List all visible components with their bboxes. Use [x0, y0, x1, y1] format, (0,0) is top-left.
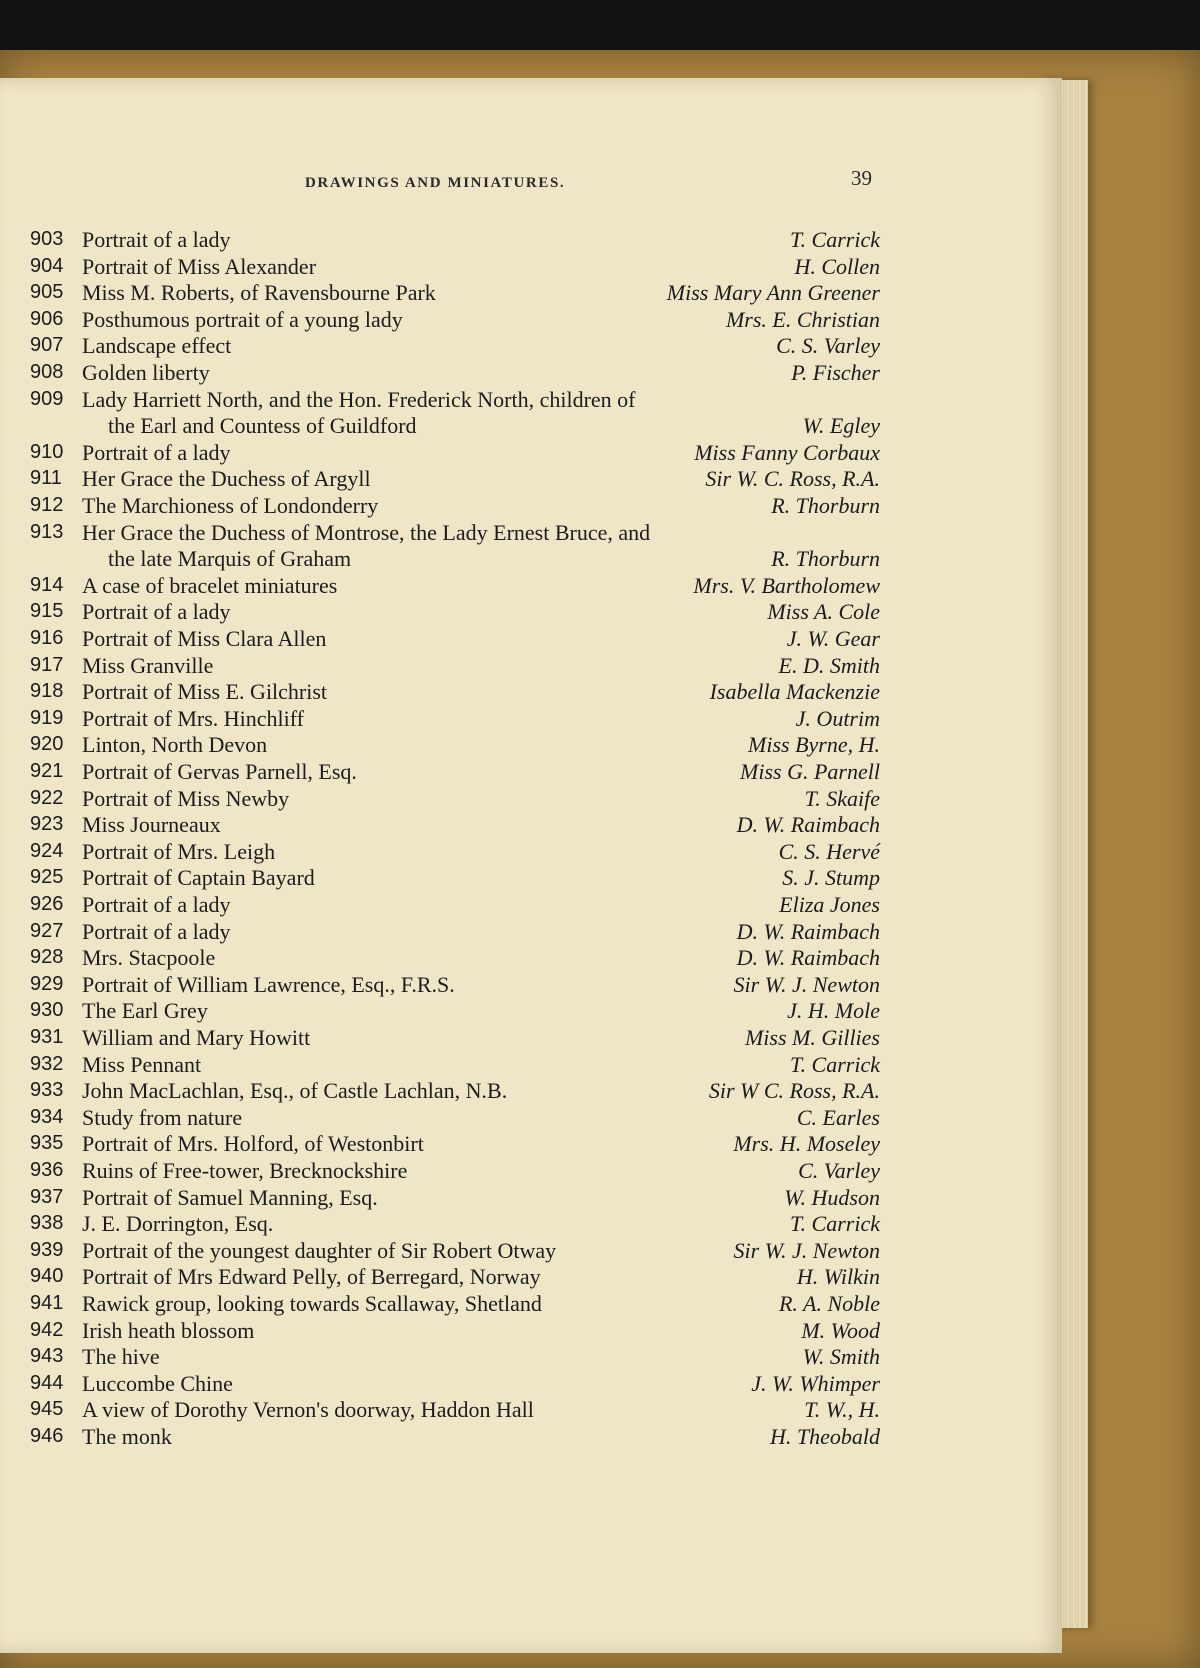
entry-title-continued: the late Marquis of Graham	[108, 546, 352, 572]
entry-number: 911	[30, 467, 62, 490]
entry-artist: H. Collen	[794, 253, 880, 279]
entry-number: 943	[30, 1345, 64, 1368]
catalogue-entry	[30, 332, 890, 359]
entry-title: Portrait of Miss Clara Allen	[82, 626, 327, 651]
entry-artist: S. J. Stump	[782, 865, 880, 891]
entry-title: Posthumous portrait of a young lady	[82, 306, 403, 332]
catalogue-entry	[30, 1077, 890, 1104]
entry-title: Ruins of Free-tower, Brecknockshire	[82, 1158, 408, 1183]
entry-title: J. E. Dorrington, Esq.	[82, 1211, 274, 1237]
entry-title: Miss M. Roberts, of Ravensbourne Park	[82, 280, 436, 306]
entry-title: Portrait of a lady	[82, 918, 231, 944]
catalogue-entry	[30, 226, 890, 253]
entry-number: 920	[30, 733, 64, 756]
catalogue-entry	[30, 598, 890, 625]
catalogue-entry	[30, 439, 890, 466]
entry-title: Mrs. Stacpoole	[82, 945, 216, 971]
entry-title: Miss Journeaux	[82, 812, 221, 838]
entry-number: 923	[30, 813, 64, 836]
catalogue-entry	[30, 705, 890, 732]
entry-artist: W. Egley	[802, 413, 880, 439]
entry-artist: J. Outrim	[795, 705, 880, 731]
entry-number: 929	[30, 972, 64, 995]
page-number: 39	[851, 166, 872, 190]
entry-artist: T. Carrick	[789, 227, 880, 252]
catalogue-entry	[30, 1396, 890, 1423]
entry-number: 914	[30, 573, 64, 596]
catalogue-entry	[30, 731, 890, 758]
entry-artist: D. W. Raimbach	[736, 945, 880, 971]
entry-number: 944	[30, 1371, 64, 1394]
entry-title: Portrait of a lady	[82, 892, 231, 917]
entry-number: 930	[30, 999, 64, 1022]
catalogue-entry	[30, 1104, 890, 1131]
entry-artist: Mrs. E. Christian	[725, 306, 880, 332]
entry-number: 945	[30, 1398, 64, 1421]
entry-number: 934	[30, 1105, 64, 1128]
entry-title: Portrait of Gervas Parnell, Esq.	[82, 759, 357, 784]
entry-artist: Isabella Mackenzie	[709, 679, 880, 705]
catalogue-entry	[30, 625, 890, 652]
entry-artist: C. S. Hervé	[778, 838, 880, 864]
entry-artist: W. Hudson	[784, 1184, 880, 1210]
entry-artist: D. W. Raimbach	[736, 812, 880, 838]
entry-number: 910	[30, 440, 64, 463]
entry-artist: D. W. Raimbach	[736, 918, 880, 944]
entry-artist: Sir W C. Ross, R.A.	[708, 1078, 880, 1104]
catalogue-entry	[30, 1317, 890, 1344]
entry-title: Portrait of William Lawrence, Esq., F.R.S.	[82, 971, 455, 997]
catalogue-entry	[30, 785, 890, 812]
entry-artist: R. A. Noble	[778, 1291, 880, 1316]
catalogue-entry	[30, 1343, 890, 1370]
entry-number: 917	[30, 653, 64, 676]
page-header: DRAWINGS AND MINIATURES.	[305, 175, 566, 191]
catalogue-entry	[30, 1024, 890, 1051]
entry-title: Luccombe Chine	[82, 1370, 233, 1396]
entry-number: 919	[30, 706, 64, 729]
catalogue-entry	[30, 1423, 890, 1450]
entry-title: Irish heath blossom	[82, 1317, 255, 1343]
catalogue-entry	[30, 971, 890, 998]
entry-number: 931	[30, 1026, 64, 1048]
entry-title-continued: the Earl and Countess of Guildford	[108, 413, 417, 439]
catalogue-entry	[30, 279, 890, 306]
entry-artist: E. D. Smith	[778, 652, 880, 678]
entry-title: Portrait of Miss Alexander	[82, 253, 317, 279]
entry-number: 924	[30, 839, 64, 862]
entry-artist: W. Smith	[802, 1344, 880, 1370]
catalogue-entry	[30, 1157, 890, 1184]
catalogue-entry	[30, 465, 890, 492]
catalogue-entry	[30, 1184, 890, 1211]
entry-artist: Miss M. Gillies	[744, 1025, 880, 1050]
entry-artist: Miss Mary Ann Greener	[666, 280, 880, 306]
entry-title: Miss Granville	[82, 652, 214, 678]
catalogue-entry	[30, 918, 890, 945]
entry-artist: Sir W. J. Newton	[733, 971, 880, 997]
entry-artist: C. S. Varley	[776, 333, 880, 359]
entry-number: 927	[30, 919, 64, 942]
entry-title: Landscape effect	[82, 333, 232, 359]
entry-title: Portrait of Mrs. Hinchliff	[82, 705, 305, 731]
entry-artist: Mrs. V. Bartholomew	[693, 572, 880, 598]
entry-number: 933	[30, 1079, 64, 1102]
entry-artist: Miss G. Parnell	[740, 759, 880, 784]
entry-number: 938	[30, 1212, 64, 1235]
entry-title: Portrait of a lady	[82, 439, 231, 465]
entry-title: A view of Dorothy Vernon's doorway, Haddon Hall	[82, 1397, 534, 1423]
entry-artist: C. Varley	[798, 1158, 880, 1183]
entry-number: 907	[30, 334, 64, 357]
entry-artist: J. W. Whimper	[751, 1370, 880, 1396]
entry-artist: T. Carrick	[789, 1051, 880, 1077]
entry-artist: M. Wood	[801, 1317, 880, 1343]
entry-title: The hive	[82, 1344, 160, 1370]
catalogue-entry	[30, 519, 890, 546]
entry-number: 905	[30, 281, 64, 304]
entry-title: Study from nature	[82, 1104, 243, 1130]
entry-artist: Mrs. H. Moseley	[733, 1131, 880, 1157]
catalogue-entry	[30, 1130, 890, 1157]
catalogue-entry	[30, 1370, 890, 1397]
entry-title: John MacLachlan, Esq., of Castle Lachlan, N.B.	[82, 1078, 508, 1104]
entry-title: Portrait of a lady	[82, 599, 231, 625]
entry-number: 918	[30, 680, 64, 703]
entry-title: William and Mary Howitt	[82, 1025, 311, 1050]
catalogue-entry	[30, 864, 890, 891]
entry-title: The Marchioness of Londonderry	[82, 493, 379, 518]
entry-title: Portrait of Captain Bayard	[82, 865, 315, 891]
catalogue-entry	[30, 1210, 890, 1237]
catalogue-entry	[30, 306, 890, 333]
entry-artist: Sir W. J. Newton	[733, 1237, 880, 1263]
entry-title: Miss Pennant	[82, 1051, 202, 1077]
catalogue-entry	[30, 572, 890, 599]
entry-artist: Sir W. C. Ross, R.A.	[705, 466, 880, 492]
entry-title: A case of bracelet miniatures	[82, 572, 338, 598]
catalogue-entry	[30, 758, 890, 785]
entry-artist: Miss Fanny Corbaux	[694, 439, 880, 465]
entry-title: Linton, North Devon	[82, 732, 268, 758]
entry-number: 928	[30, 946, 64, 969]
entry-title: Portrait of the youngest daughter of Sir Robert Otway	[82, 1237, 557, 1263]
entry-number: 925	[30, 866, 64, 889]
entry-title: Rawick group, looking towards Scallaway, Shetland	[82, 1291, 542, 1316]
catalogue-entry	[30, 997, 890, 1024]
catalogue-entry	[30, 1237, 890, 1264]
catalogue-entry	[30, 678, 890, 705]
entry-artist: T. W., H.	[804, 1397, 880, 1423]
entry-artist: J. H. Mole	[787, 998, 880, 1024]
catalogue-entry-continued	[30, 545, 890, 572]
entry-title: Portrait of Miss E. Gilchrist	[82, 679, 328, 705]
entry-artist: T. Carrick	[789, 1211, 880, 1237]
entry-number: 921	[30, 760, 64, 782]
entry-artist: T. Skaife	[804, 785, 880, 811]
entry-number: 932	[30, 1052, 64, 1075]
entry-number: 922	[30, 786, 64, 809]
catalogue-entry	[30, 1290, 890, 1317]
entry-number: 906	[30, 307, 64, 330]
entry-number: 940	[30, 1265, 64, 1288]
entry-number: 941	[30, 1292, 64, 1314]
entry-artist: Miss A. Cole	[767, 599, 880, 625]
entry-title: Portrait of Samuel Manning, Esq.	[82, 1184, 378, 1210]
entry-title: Portrait of Mrs. Holford, of Westonbirt	[82, 1131, 424, 1157]
entry-number: 926	[30, 893, 64, 915]
entry-title: The Earl Grey	[82, 998, 208, 1024]
entry-number: 936	[30, 1159, 64, 1181]
catalogue-entry	[30, 838, 890, 865]
entry-title: The monk	[82, 1424, 172, 1449]
entry-number: 946	[30, 1425, 64, 1447]
entry-number: 935	[30, 1132, 64, 1155]
catalogue-entry	[30, 359, 890, 386]
entry-title: Portrait of Mrs Edward Pelly, of Berregard, Norway	[82, 1264, 541, 1290]
entry-number: 937	[30, 1185, 64, 1208]
entry-number: 912	[30, 494, 64, 516]
entry-number: 909	[30, 387, 64, 410]
entry-title: Golden liberty	[82, 360, 210, 385]
entry-number: 913	[30, 520, 64, 543]
entry-title: Lady Harriett North, and the Hon. Frederick North, children of	[82, 386, 636, 412]
entry-number: 939	[30, 1238, 64, 1261]
catalogue-entry	[30, 891, 890, 918]
entry-artist: J. W. Gear	[786, 626, 880, 651]
entry-number: 915	[30, 600, 64, 623]
catalogue-entry	[30, 1051, 890, 1078]
entry-title: Portrait of a lady	[82, 227, 231, 252]
entry-artist: P. Fischer	[791, 360, 880, 385]
entry-artist: H. Theobald	[770, 1424, 880, 1449]
catalogue-entry-continued	[30, 412, 890, 439]
catalogue-entry	[30, 944, 890, 971]
entry-artist: Eliza Jones	[779, 892, 880, 917]
catalogue-entry	[30, 492, 890, 519]
entry-artist: H. Wilkin	[796, 1264, 880, 1290]
entry-title: Her Grace the Duchess of Argyll	[82, 466, 371, 492]
catalogue-entry	[30, 652, 890, 679]
entry-title: Her Grace the Duchess of Montrose, the Lady Ernest Bruce, and	[82, 519, 651, 545]
catalogue-entry	[30, 811, 890, 838]
entry-artist: Miss Byrne, H.	[748, 732, 880, 758]
catalogue-entry	[30, 253, 890, 280]
entry-number: 904	[30, 254, 64, 277]
entry-artist: C. Earles	[796, 1104, 880, 1130]
entry-number: 908	[30, 361, 64, 383]
entry-title: Portrait of Mrs. Leigh	[82, 838, 276, 864]
entry-title: Portrait of Miss Newby	[82, 785, 290, 811]
catalogue-entry	[30, 386, 890, 413]
entry-number: 942	[30, 1318, 64, 1341]
entry-number: 903	[30, 228, 64, 250]
entry-artist: R. Thorburn	[771, 546, 880, 572]
entry-artist: R. Thorburn	[771, 493, 880, 518]
catalogue-entry	[30, 1263, 890, 1290]
entry-number: 916	[30, 627, 64, 649]
